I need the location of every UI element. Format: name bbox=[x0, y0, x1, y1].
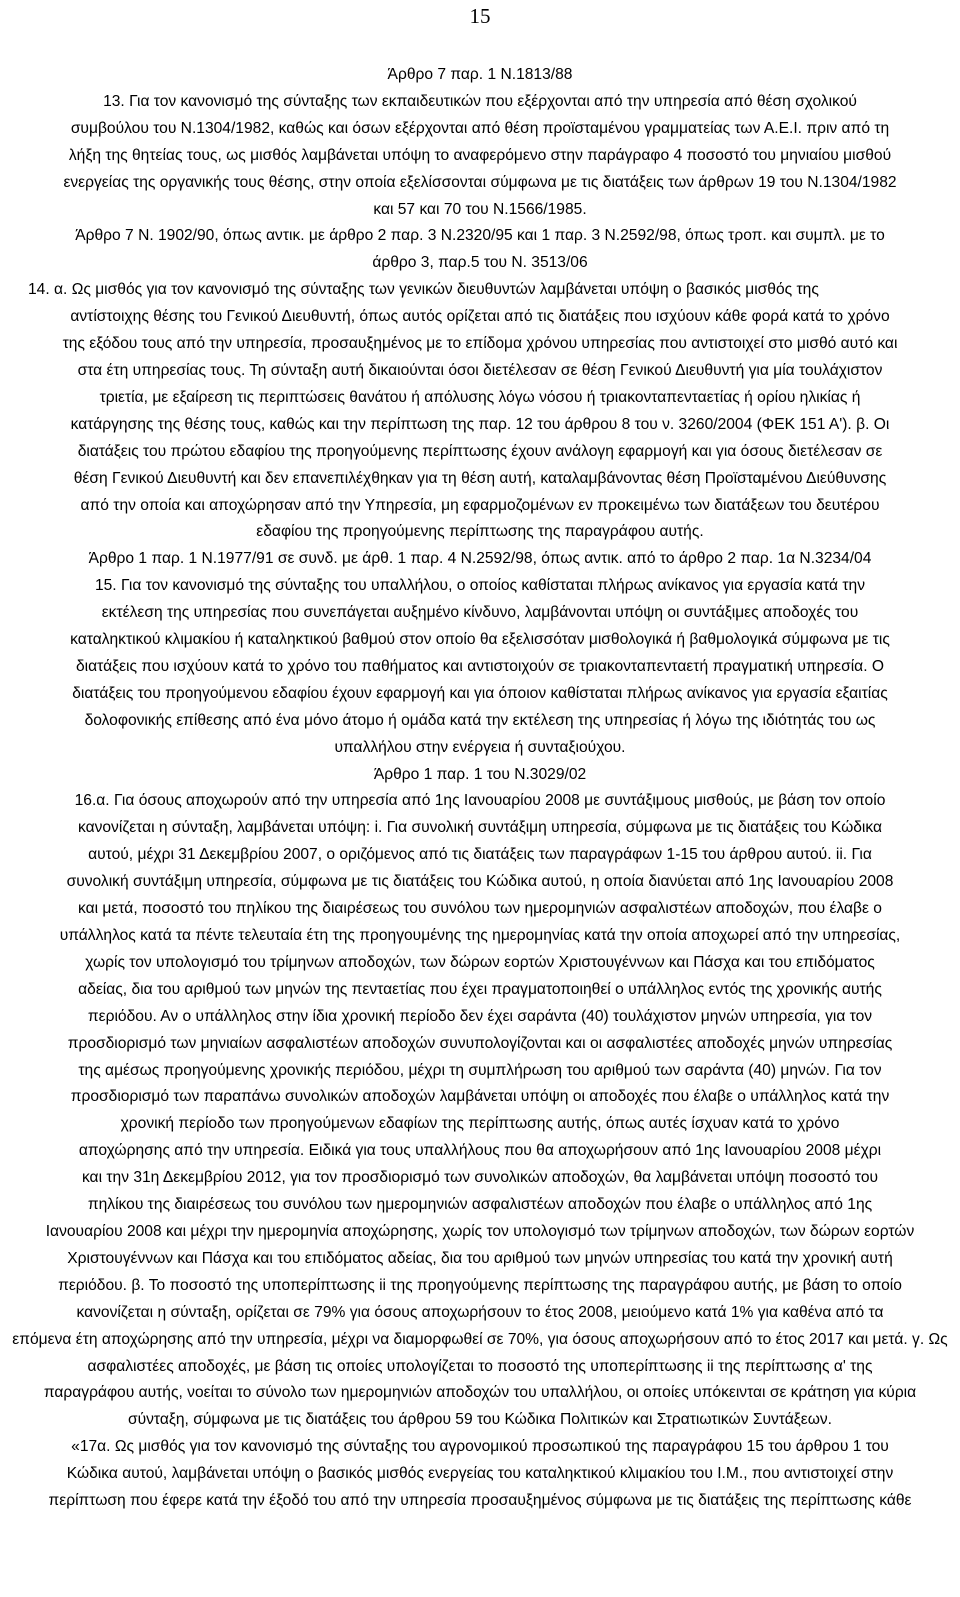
text-line: χωρίς τον υπολογισμό του τρίμηνων αποδοχών, των δώρων εορτών Χριστουγέννων και Πάσχα και του επιδόματος bbox=[85, 953, 875, 971]
text-line: αποχώρησης από την υπηρεσία. Ειδικά για τους υπαλλήλους που θα αποχωρήσουν από 1ης Ιανουαρίου 2008 μέχρι bbox=[78, 1142, 882, 1160]
text-line: από την οποία και αποχώρησαν από την Υπηρεσία, μη εφαρμοζομένων εν προκειμένω των διατάξεων του δευτέρου bbox=[80, 496, 880, 514]
text-line: και μετά, ποσοστό του πηλίκου της διαιρέσεως του συνόλου των ημερομηνιών ασφαλιστέων αποδοχών, που έλαβε ο bbox=[78, 900, 882, 918]
text-line: ενεργείας της οργανικής τους θέσης, στην οποία εξελίσσονται σύμφωνα με τις διατάξεις των άρθρων 19 του Ν.1304/1982 bbox=[63, 173, 897, 191]
text-line: «17α. Ως μισθός για τον κανονισμό της σύνταξης του αγρονομικού προσωπικού της παραγράφου 15 του άρθρου 1 του bbox=[71, 1438, 889, 1456]
text-line: 13. Για τον κανονισμό της σύνταξης των εκπαιδευτικών που εξέρχονται από την υπηρεσία από θέση σχολικού bbox=[103, 92, 857, 110]
text-line: διατάξεις του πρώτου εδαφίου της προηγούμενης περίπτωσης έχουν ανάλογη εφαρμογή και για όσους διετέλεσαν σε bbox=[77, 442, 883, 460]
text-line: Άρθρο 7 παρ. 1 Ν.1813/88 bbox=[387, 66, 573, 83]
text-line: και την 31η Δεκεμβρίου 2012, για τον προσδιορισμό των συνολικών αποδοχών, θα λαμβάνεται υπόψη ποσοστό του bbox=[81, 1169, 879, 1187]
text-line: λήξη της θητείας τους, ως μισθός λαμβάνεται υπόψη το αναφερόμενο στην παράγραφο 4 ποσοστό του μηνιαίου μισθού bbox=[68, 146, 892, 164]
text-line: αυτού, μέχρι 31 Δεκεμβρίου 2007, ο οριζόμενος από τις διατάξεις των παραγράφων 1-15 του άρθρου αυτού. ii. Για bbox=[88, 846, 872, 864]
text-line: διατάξεις που ισχύουν κατά το χρόνο του παθήματος και αντιστοιχούν σε τριακονταπενταετή πραγματική υπηρεσία. Ο bbox=[76, 657, 884, 675]
text-line: Χριστουγέννων και Πάσχα και του επιδόματος αδείας, δια του αριθμού των μηνών υπηρεσίας του κατά την χρονική αυτή bbox=[67, 1249, 893, 1267]
text-line: περίπτωση που έφερε κατά την έξοδό του από την υπηρεσία προσαυξημένος σύμφωνα με τις διατάξεις της περίπτωσης κάθε bbox=[48, 1492, 912, 1510]
text-line: εκτέλεση της υπηρεσίας που συνεπάγεται αυξημένο κίνδυνο, λαμβάνονται υπόψη οι συντάξιμες αποδοχές του bbox=[101, 604, 859, 622]
text-line: περιόδου. β. Το ποσοστό της υποπερίπτωσης ii της προηγούμενης περίπτωσης της παραγράφου αυτής, με βάση το οποίο bbox=[58, 1276, 902, 1294]
text-line: Κώδικα αυτού, λαμβάνεται υπόψη ο βασικός μισθός ενεργείας του καταληκτικού κλιμακίου του Ι.Μ., που αντιστοιχεί στην bbox=[66, 1465, 894, 1483]
text-line: στα έτη υπηρεσίας τους. Τη σύνταξη αυτή δικαιούνται όσοι διετέλεσαν σε θέση Γενικού Διευθυντή για μία τουλάχιστον bbox=[77, 361, 883, 379]
text-line: Ιανουαρίου 2008 και μέχρι την ημερομηνία αποχώρησης, χωρίς τον υπολογισμό των τρίμηνων αποδοχών, των δώρων εορτών bbox=[45, 1222, 915, 1240]
text-line: Άρθρο 7 Ν. 1902/90, όπως αντικ. με άρθρο 2 παρ. 3 Ν.2320/95 και 1 παρ. 3 Ν.2592/98, όπως τροπ. και συμπλ. με το bbox=[75, 227, 885, 245]
text-line: αδείας, δια του αριθμού των μηνών της πενταετίας που έχει πραγματοποιηθεί ο υπάλληλος εντός της χρονικής αυτής bbox=[78, 980, 882, 998]
text-line: κανονίζεται η σύνταξη, ορίζεται σε 79% για όσους αποχωρήσουν το έτος 2008, μειούμενο κατά 1% για καθένα από τα bbox=[76, 1303, 884, 1321]
text-line: προσδιορισμό των μηνιαίων ασφαλιστέων αποδοχών συνυπολογίζονται και οι ασφαλιστέες αποδοχές μηνών υπηρεσίας bbox=[67, 1034, 893, 1052]
text-line: θέση Γενικού Διευθυντή και δεν επανεπιλέχθηκαν για τη θέση αυτή, καταλαμβάνοντας θέση Προϊσταμένου Διεύθυνσης bbox=[73, 469, 887, 487]
text-line: της εξόδου τους από την υπηρεσία, προσαυξημένος με το επίδομα χρόνου υπηρεσίας που αντιστοιχεί στο μισθό αυτό και bbox=[62, 335, 898, 353]
text-line: επόμενα έτη αποχώρησης από την υπηρεσία, μέχρι να διαμορφωθεί σε 70%, για όσους αποχωρήσουν από το έτος 2017 και μετά. γ. Ως bbox=[12, 1330, 948, 1348]
document-body bbox=[6, 62, 954, 1515]
text-line: 16.α. Για όσους αποχωρούν από την υπηρεσία από 1ης Ιανουαρίου 2008 με συντάξιμους μισθούς, με βάση τον οποίο bbox=[74, 792, 886, 810]
text-line: 14. α. Ως μισθός για τον κανονισμό της σύνταξης των γενικών διευθυντών λαμβάνεται υπόψη ο βασικός μισθός της bbox=[28, 281, 819, 299]
text-line: καταληκτικού κλιμακίου ή καταληκτικού βαθμού στον οποίο θα εξελισσόταν μισθολογικά ή βαθμολογικά σύμφωνα με τις bbox=[70, 631, 890, 649]
text-line: χρονική περίοδο των προηγούμενων εδαφίων της περίπτωσης αυτής, όπως αυτές ίσχυαν κατά το χρόνο bbox=[120, 1115, 840, 1133]
text-line: προσδιορισμό των παραπάνω συνολικών αποδοχών λαμβάνεται υπόψη οι αποδοχές που έλαβε ο υπάλληλος κατά την bbox=[70, 1088, 890, 1106]
text-line: παραγράφου αυτής, νοείται το σύνολο των ημερομηνιών αποδοχών του υπαλλήλου, οι οποίες υπόκεινται σε κράτηση για κύρια bbox=[43, 1384, 917, 1402]
text-line: συνολική συντάξιμη υπηρεσία, σύμφωνα με τις διατάξεις του Κώδικα αυτού, η οποία διανύεται από 1ης Ιανουαρίου 2008 bbox=[66, 873, 894, 891]
text-line: και 57 και 70 του Ν.1566/1985. bbox=[373, 200, 587, 218]
text-line: Άρθρο 1 παρ. 1 Ν.1977/91 σε συνδ. με άρθ. 1 παρ. 4 Ν.2592/98, όπως αντικ. από το άρθρο 2 παρ. 1α Ν.3234/04 bbox=[88, 550, 872, 568]
text-line: άρθρο 3, παρ.5 του Ν. 3513/06 bbox=[372, 254, 588, 272]
text-line: 15. Για τον κανονισμό της σύνταξης του υπαλλήλου, ο οποίος καθίσταται πλήρως ανίκανος για εργασία κατά την bbox=[94, 577, 866, 595]
text-line: υπάλληλος κατά τα πέντε τελευταία έτη της προηγουμένης της ημερομηνίας κατά την οποία αποχωρεί από την υπηρεσίας, bbox=[59, 927, 901, 944]
text-line: πηλίκου της διαιρέσεως του συνόλου των ημερομηνιών ασφαλιστέων αποδοχών που έλαβε ο υπάλληλος από 1ης bbox=[87, 1196, 873, 1214]
text-line: κανονίζεται η σύνταξη, λαμβάνεται υπόψη: i. Για συνολική συντάξιμη υπηρεσία, σύμφωνα με τις διατάξεις του Κώδικα bbox=[77, 819, 883, 837]
text-line: τριετία, με εξαίρεση τις περιπτώσεις θανάτου ή απόλυσης λόγω νόσου ή τριακονταπενταετίας ή ορίου ηλικίας ή bbox=[99, 388, 861, 406]
text-line: ασφαλιστέες αποδοχές, με βάση τις οποίες υπολογίζεται το ποσοστό της υποπερίπτωσης ii της περίπτωσης α' της bbox=[87, 1357, 873, 1375]
page-number: 15 bbox=[469, 4, 491, 28]
text-line: σύνταξη, σύμφωνα με τις διατάξεις του άρθρου 59 του Κώδικα Πολιτικών και Στρατιωτικών Συντάξεων. bbox=[127, 1411, 833, 1429]
text-line: εδαφίου της προηγούμενης περίπτωσης της παραγράφου αυτής. bbox=[256, 523, 704, 541]
text-line: υπαλλήλου στην ενέργεια ή συνταξιούχου. bbox=[334, 738, 626, 756]
text-line: διατάξεις του προηγούμενου εδαφίου έχουν εφαρμογή και για όποιον καθίσταται πλήρως ανίκανος για εργασία εξαιτίας bbox=[72, 684, 888, 702]
text-line: συμβούλου του Ν.1304/1982, καθώς και όσων εξέρχονται από θέση προϊσταμένου γραμματείας των Α.Ε.Ι. πριν από τη bbox=[70, 119, 890, 137]
text-line: περιόδου. Αν ο υπάλληλος στην ίδια χρονική περίοδο δεν έχει σαράντα (40) τουλάχιστον μηνών υπηρεσία, για τον bbox=[87, 1007, 873, 1025]
text-line: της αμέσως προηγούμενης χρονικής περιόδου, μέχρι τη συμπλήρωση του αριθμού των σαράντα (40) μηνών. Για τον bbox=[78, 1061, 882, 1079]
text-line: δολοφονικής επίθεσης από ένα μόνο άτομο ή ομάδα κατά την εκτέλεση της υπηρεσίας ή λόγω της ιδιότητάς του ως bbox=[84, 711, 876, 729]
text-line: Άρθρο 1 παρ. 1 του Ν.3029/02 bbox=[373, 765, 587, 783]
text-line: αντίστοιχης θέσης του Γενικού Διευθυντή, όπως αυτός ορίζεται από τις διατάξεις που ισχύουν κάθε φορά κατά το χρόνο bbox=[70, 308, 890, 326]
text-line: κατάργησης της θέσης τους, καθώς και την περίπτωση της παρ. 12 του άρθρου 8 του ν. 3260/2004 (ΦΕΚ 151 Α'). β. Οι bbox=[70, 415, 890, 433]
